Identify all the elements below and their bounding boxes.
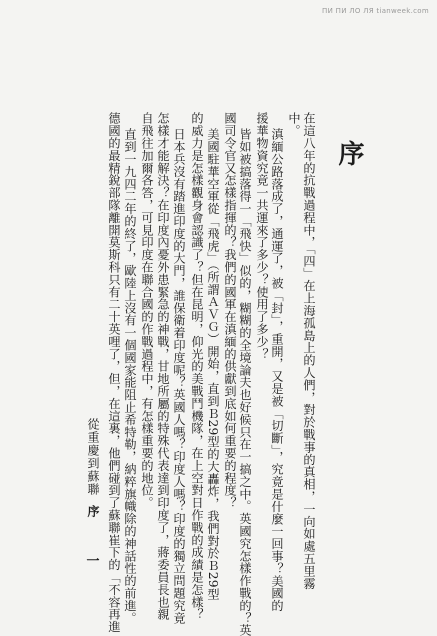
running-footer-section: 序 bbox=[86, 505, 100, 517]
text-column-12: 直到一九四二年的終了，歐陸上沒有一個國家能阻止希特勒，納粹旗幟除的神話性的前進。 bbox=[123, 128, 137, 624]
text-column-11: 自飛往加爾各答，可見印度在聯合國的作戰過程中，有怎樣重要的地位。 bbox=[140, 112, 154, 509]
page-title: 序 bbox=[334, 140, 364, 166]
running-footer-book-title: 從重慶到蘇聯 bbox=[86, 418, 100, 496]
text-column-2: 中。 bbox=[287, 112, 301, 137]
text-column-8: 的威力是怎樣觀身會認識了？但在昆明，仰光的美戰鬥機隊，在上空對日作戰的成績是怎樣？ bbox=[190, 112, 204, 621]
watermark: ПИ ПИ ЛО ЛЯ tianweek.com bbox=[322, 7, 429, 15]
text-column-4: 援華物資究竟一共運來了多少？使用了多少？ bbox=[255, 112, 269, 360]
text-column-5: 皆如被搞落得一「飛快」似的，糊糊的全境論夫也好候只在一搞之中。英國究怎樣作戰的？英 bbox=[238, 128, 252, 636]
text-column-3: 滇緬公路落成了，通運了，被「封」，重開，又是被「切斷」，究竟是什麼一回事？美國的 bbox=[270, 128, 284, 612]
text-column-13: 德國的最精銳部隊離開莫斯科只有二十英哩了，但，在這裏，他們碰到了蘇聯崔下的「不容再進 bbox=[107, 112, 121, 633]
page-number: 一 bbox=[86, 554, 100, 569]
text-column-9: 日本兵沒有踏進印度的大門，誰保衛着印度呢？英國人嗎？印度人嗎？印度的獨立問題究竟 bbox=[172, 128, 186, 624]
text-column-6: 國司令官又怎樣指揮的？我們的國軍在滇緬的供獻到底如何重要的程度？ bbox=[223, 112, 237, 509]
text-column-10: 怎樣才能解決？在印度內憂外患緊急的神戰，甘地所屬的特殊代表達到印度了，蔣委員長也親 bbox=[156, 112, 170, 621]
text-column-1: 在這八年的抗戰過程中，「四」在上海孤島上的人們，對於戰事的真相，一向如處五里霧 bbox=[302, 112, 316, 590]
text-column-7: 美國駐華空軍從「飛虎」（所謂ＡＶＧ）開始，直到Ｂ29型的大轟炸，我們對於Ｂ29型 bbox=[206, 128, 220, 601]
